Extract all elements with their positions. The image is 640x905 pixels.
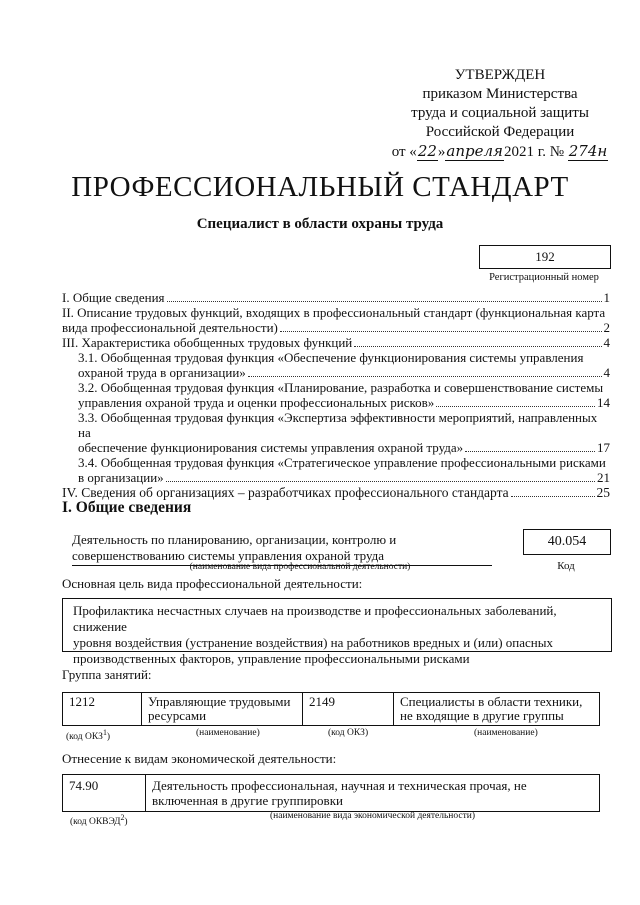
approval-date: от «22»апреля2021 г. № 274н bbox=[391, 142, 608, 160]
toc-entry[interactable]: 3.4. Обобщенная трудовая функция «Стратегическое управление профессиональными рисками в организации» 21 bbox=[78, 455, 610, 485]
econ-label: Отнесение к видам экономической деятельности: bbox=[62, 751, 337, 766]
okved-name: Деятельность профессиональная, научная и техническая прочая, не включенная в другие группировки bbox=[146, 775, 600, 812]
activity-caption: (наименование вида профессиональной деятельности) bbox=[189, 562, 411, 572]
handwritten-month: апреля bbox=[446, 142, 503, 160]
handwritten-order-number: 274н bbox=[568, 142, 608, 160]
handwritten-day: 22 bbox=[417, 142, 437, 160]
okved-caption: (код ОКВЭД$^2$) bbox=[70, 813, 128, 828]
occupations-label: Группа занятий: bbox=[62, 667, 152, 682]
approval-line: Российской Федерации bbox=[425, 124, 575, 140]
goal-text: Профилактика несчастных случаев на производстве и профессиональных заболеваний, снижение уровня воздействия (устранение воздействия) на работников вредных и (или) опасных производственных факторов, управление профессиональными рисками bbox=[73, 603, 557, 666]
occupation-name: Управляющие трудовыми ресурсами bbox=[142, 693, 303, 726]
activity-name: Деятельность по планированию, организации, контролю и совершенствованию системы управления охраной труда bbox=[72, 532, 492, 566]
toc-entry[interactable]: 3.1. Обобщенная трудовая функция «Обеспечение функционирования системы управления охраной труда в организации» 4 bbox=[78, 350, 610, 380]
document-subtitle: Специалист в области охраны труда bbox=[196, 216, 444, 232]
toc-entry[interactable]: 3.2. Обобщенная трудовая функция «Планирование, разработка и совершенствование системы управления охраной труда и оценки профессиональных рисков» 14 bbox=[78, 380, 610, 410]
table-of-contents bbox=[62, 290, 610, 500]
registration-number-label: Регистрационный номер bbox=[489, 272, 599, 283]
goal-label: Основная цель вида профессиональной деятельности: bbox=[62, 576, 363, 591]
code-caption: Код bbox=[557, 560, 575, 572]
okved-name-caption: (наименование вида экономической деятельности) bbox=[270, 811, 475, 821]
activity-code-box: 40.054 bbox=[523, 529, 611, 555]
approval-line: приказом Министерства bbox=[422, 86, 578, 102]
toc-entry[interactable]: II. Описание трудовых функций, входящих в профессиональный стандарт (функциональная карта вида профессиональной деятельности) 2 bbox=[62, 305, 610, 335]
toc-entry[interactable]: III. Характеристика обобщенных трудовых функций 4 bbox=[62, 335, 610, 350]
okved-table bbox=[62, 774, 600, 812]
occupations-table bbox=[62, 692, 600, 726]
occupation-code: 1212 bbox=[63, 693, 142, 726]
name-caption: (наименование) bbox=[474, 728, 538, 738]
approval-line: труда и социальной защиты bbox=[411, 105, 589, 121]
okz-caption: (код ОКЗ$^1$) bbox=[66, 728, 111, 743]
okz-caption: (код ОКЗ) bbox=[328, 728, 369, 738]
approval-title: УТВЕРЖДЕН bbox=[454, 67, 546, 83]
toc-entry[interactable]: 3.3. Обобщенная трудовая функция «Экспертиза эффективности мероприятий, направленных на обеспечение функционирования системы управления охраной труда» 17 bbox=[78, 410, 610, 455]
name-caption: (наименование) bbox=[196, 728, 260, 738]
section-heading: I. Общие сведения bbox=[62, 499, 192, 516]
table-row bbox=[63, 775, 600, 812]
document-title: ПРОФЕССИОНАЛЬНЫЙ СТАНДАРТ bbox=[71, 171, 569, 203]
occupation-code: 2149 bbox=[303, 693, 394, 726]
okved-code: 74.90 bbox=[63, 775, 146, 812]
toc-entry[interactable]: I. Общие сведения 1 bbox=[62, 290, 610, 305]
occupation-name: Специалисты в области техники, не входящие в другие группы bbox=[394, 693, 600, 726]
registration-number-box: 192 bbox=[479, 245, 611, 269]
approval-block bbox=[380, 66, 620, 162]
toc-entry[interactable]: IV. Сведения об организациях – разработчиках профессионального стандарта 25 bbox=[62, 485, 610, 500]
table-row bbox=[63, 693, 600, 726]
